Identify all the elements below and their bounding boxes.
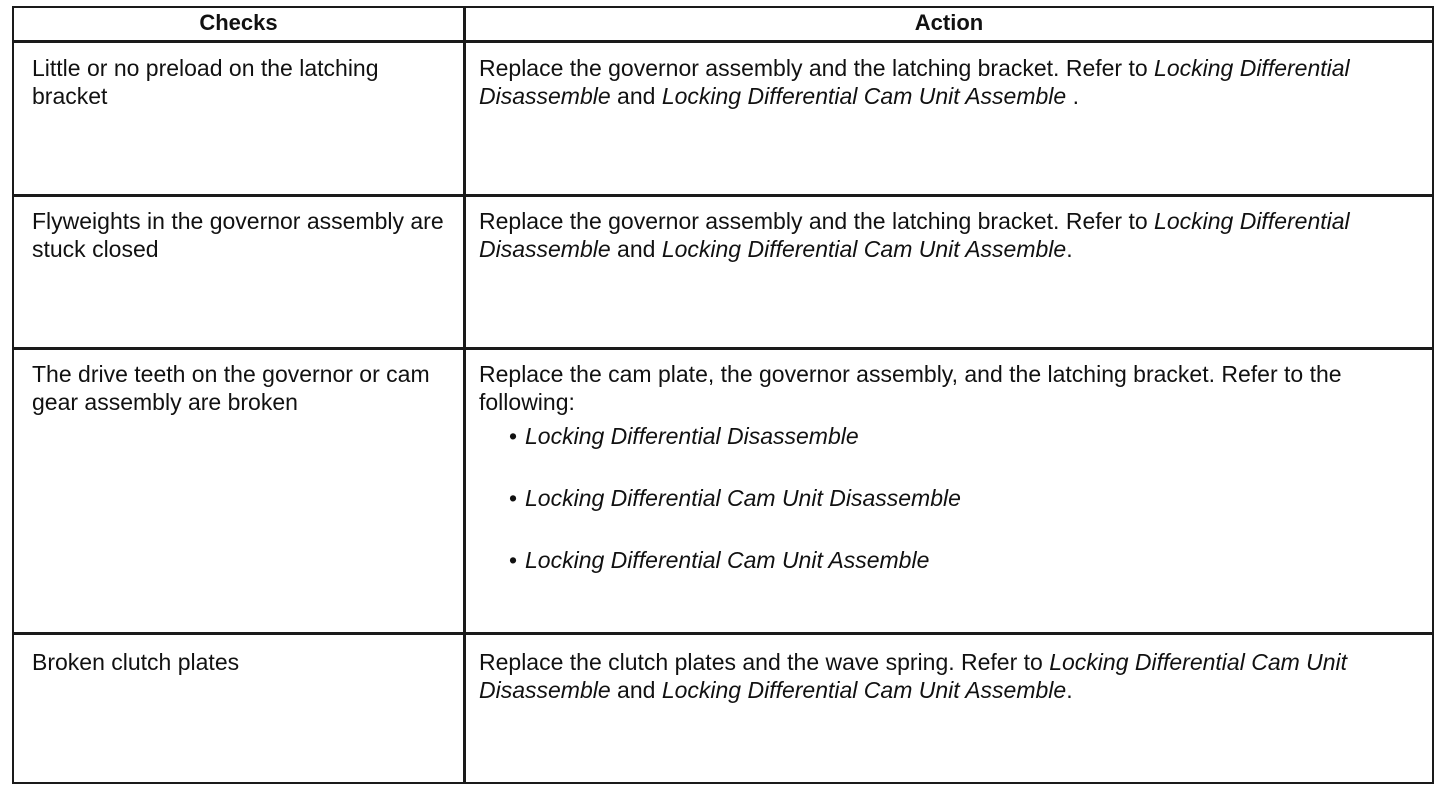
row-divider <box>14 632 1432 635</box>
check-cell: Little or no preload on the latching bracket <box>32 55 379 109</box>
row-divider <box>14 194 1432 197</box>
action-cell <box>479 360 1419 608</box>
reference-title: Locking Differential Disassemble <box>479 55 1350 109</box>
header-action: Action <box>914 10 984 35</box>
action-text: . <box>1066 677 1073 703</box>
checks-action-table <box>12 6 1434 784</box>
reference-title: Locking Differential Cam Unit Disassemble <box>479 649 1348 703</box>
action-text: . <box>1066 236 1073 262</box>
action-text: and <box>610 83 662 109</box>
header-checks: Checks <box>199 10 278 35</box>
action-text: Replace the governor assembly and the latching bracket. Refer to <box>479 55 1155 81</box>
reference-item: • Locking Differential Cam Unit Assemble <box>509 546 1419 574</box>
row-divider <box>14 347 1432 350</box>
reference-title: Locking Differential Cam Unit Assemble <box>661 83 1067 109</box>
reference-item: • Locking Differential Cam Unit Disassemble <box>509 484 1419 512</box>
action-cell <box>479 648 1419 704</box>
header-divider <box>14 40 1432 43</box>
reference-item: • Locking Differential Disassemble <box>509 422 1419 450</box>
column-divider <box>463 8 466 782</box>
action-cell <box>479 207 1419 263</box>
reference-title: Locking Differential Cam Unit Assemble <box>661 677 1067 703</box>
check-cell: Broken clutch plates <box>32 649 240 675</box>
check-cell: The drive teeth on the governor or cam gear assembly are broken <box>32 361 430 415</box>
action-text: Replace the clutch plates and the wave spring. Refer to <box>479 649 1050 675</box>
reference-title: Locking Differential Cam Unit Assemble <box>661 236 1067 262</box>
reference-list <box>479 422 1419 574</box>
action-cell <box>479 54 1419 110</box>
reference-title: Locking Differential Disassemble <box>479 208 1350 262</box>
action-intro: Replace the cam plate, the governor assembly, and the latching bracket. Refer to the following: <box>479 361 1342 415</box>
action-text: . <box>1066 83 1079 109</box>
check-cell: Flyweights in the governor assembly are stuck closed <box>32 208 444 262</box>
action-text: Replace the governor assembly and the latching bracket. Refer to <box>479 208 1155 234</box>
action-text: and <box>610 236 662 262</box>
action-text: and <box>610 677 662 703</box>
